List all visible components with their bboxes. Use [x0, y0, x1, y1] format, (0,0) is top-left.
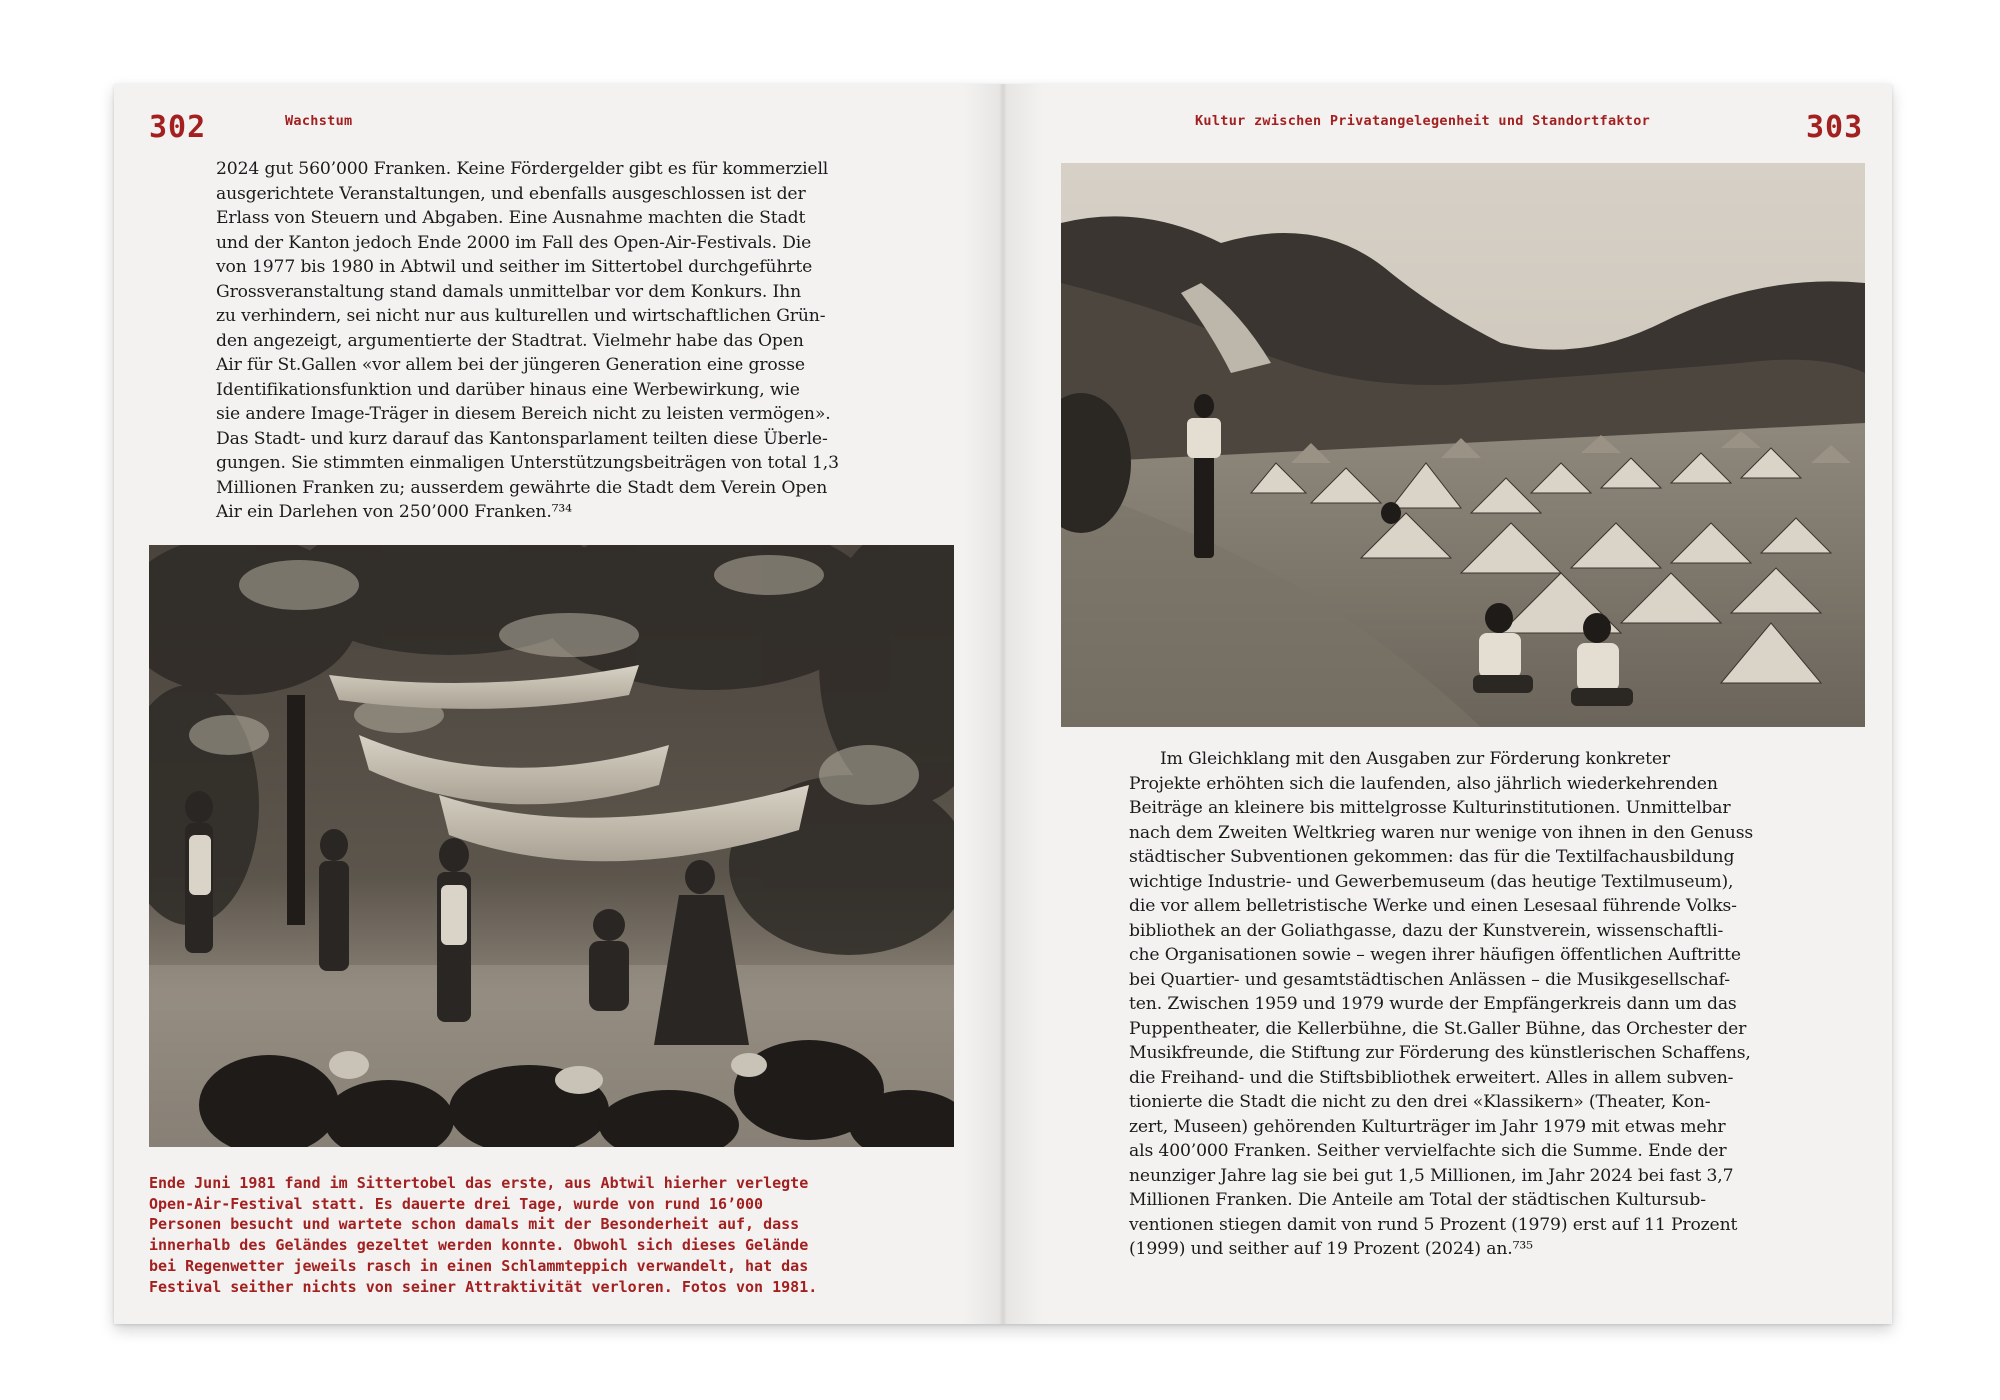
left-body-line: Identifikationsfunktion und darüber hinaus eine Werbewirkung, wie: [216, 379, 800, 400]
left-body-line: Air für St.Gallen «vor allem bei der jüngeren Generation eine grosse: [216, 355, 805, 375]
right-body-line: die vor allem belletristische Werke und einen Lesesaal führende Volks-: [1129, 896, 1737, 916]
right-body-line: als 400’000 Franken. Seither vervielfachte sich die Summe. Ende der: [1129, 1141, 1727, 1161]
tent-camp-photo: [1061, 163, 1865, 727]
left-body-line: sie andere Image-Träger in diesem Bereich nicht zu leisten vermögen».: [216, 404, 831, 424]
festival-crowd-photo: [149, 545, 954, 1147]
left-body-line: 2024 gut 560’000 Franken. Keine Fördergelder gibt es für kommerziell: [216, 159, 829, 179]
left-body-line: zu verhindern, sei nicht nur aus kulturellen und wirtschaftlichen Grün-: [216, 306, 826, 326]
right-body-line: städtischer Subventionen gekommen: das für die Textilfachausbildung: [1129, 847, 1735, 867]
left-page-number: 302: [149, 110, 207, 145]
caption-line: Personen besucht und wartete schon damals mit der Besonderheit auf, dass: [149, 1215, 800, 1234]
right-body-line: Beiträge an kleinere bis mittelgrosse Kulturinstitutionen. Unmittelbar: [1129, 798, 1731, 818]
left-body-line: gungen. Sie stimmten einmaligen Unterstützungsbeiträgen von total 1,3: [216, 453, 839, 473]
right-body-line: nach dem Zweiten Weltkrieg waren nur wenige von ihnen in den Genuss: [1129, 822, 1754, 843]
right-body-text: [1129, 747, 1754, 1262]
right-body-line: Projekte erhöhten sich die laufenden, also jährlich wiederkehrenden: [1129, 773, 1718, 794]
right-body-line: neunziger Jahre lag sie bei gut 1,5 Millionen, im Jahr 2024 bei fast 3,7: [1129, 1165, 1734, 1186]
left-body-line: Air ein Darlehen von 250’000 Franken.⁷³⁴: [216, 502, 572, 522]
right-body-line: zert, Museen) gehörenden Kulturträger im Jahr 1979 mit etwas mehr: [1129, 1116, 1726, 1137]
left-body-line: und der Kanton jedoch Ende 2000 im Fall des Open-Air-Festivals. Die: [216, 232, 812, 253]
right-running-head: Kultur zwischen Privatangelegenheit und Standortfaktor: [1195, 113, 1651, 129]
caption-line: Open-Air-Festival statt. Es dauerte drei Tage, wurde von rund 16’000: [149, 1194, 764, 1213]
left-body-line: Erlass von Steuern und Abgaben. Eine Ausnahme machten die Stadt: [216, 208, 806, 228]
right-body-line: ten. Zwischen 1959 und 1979 wurde der Empfängerkreis dann um das: [1129, 994, 1737, 1014]
left-body-line: ausgerichtete Veranstaltungen, und ebenfalls ausgeschlossen ist der: [216, 183, 806, 204]
caption-line: bei Regenwetter jeweils rasch in einen Schlammteppich verwandelt, hat das: [149, 1256, 809, 1275]
left-body-line: Das Stadt- und kurz darauf das Kantonsparlament teilten diese Überle-: [216, 428, 828, 449]
right-body-line: Im Gleichklang mit den Ausgaben zur Förderung konkreter: [1160, 749, 1670, 769]
right-page-number: 303: [1806, 110, 1864, 145]
right-body-line: bei Quartier- und gesamtstädtischen Anlässen – die Musikgesellschaf-: [1129, 969, 1730, 990]
photo-caption: [149, 1173, 817, 1297]
left-body-line: von 1977 bis 1980 in Abtwil und seither im Sittertobel durchgeführte: [216, 257, 813, 277]
caption-line: innerhalb des Geländes gezeltet werden konnte. Obwohl sich dieses Gelände: [149, 1236, 809, 1255]
left-body-line: Grossveranstaltung stand damals unmittelbar vor dem Konkurs. Ihn: [216, 281, 802, 302]
right-body-line: bibliothek an der Goliathgasse, dazu der Kunstverein, wissenschaftli-: [1129, 920, 1724, 941]
right-body-line: die Freihand- und die Stiftsbibliothek erweitert. Alles in allem subven-: [1129, 1067, 1734, 1088]
left-body-line: den angezeigt, argumentierte der Stadtrat. Vielmehr habe das Open: [216, 330, 804, 351]
right-body-line: Puppentheater, die Kellerbühne, die St.Galler Bühne, das Orchester der: [1129, 1018, 1747, 1039]
right-body-line: Musikfreunde, die Stiftung zur Förderung des künstlerischen Schaffens,: [1129, 1043, 1751, 1063]
right-body-line: wichtige Industrie- und Gewerbemuseum (das heutige Textilmuseum),: [1129, 871, 1734, 892]
right-body-line: ventionen stiegen damit von rund 5 Prozent (1979) erst auf 11 Prozent: [1129, 1214, 1738, 1235]
left-body-line: Millionen Franken zu; ausserdem gewährte die Stadt dem Verein Open: [216, 477, 828, 498]
right-body-line: tionierte die Stadt die nicht zu den drei «Klassikern» (Theater, Kon-: [1129, 1092, 1711, 1112]
right-body-line: che Organisationen sowie – wegen ihrer häufigen öffentlichen Auftritte: [1129, 945, 1741, 965]
left-running-head: Wachstum: [285, 113, 353, 129]
right-body-line: Millionen Franken. Die Anteile am Total der städtischen Kultursub-: [1129, 1190, 1706, 1210]
caption-line: Festival seither nichts von seiner Attraktivität verloren. Fotos von 1981.: [149, 1277, 818, 1296]
caption-line: Ende Juni 1981 fand im Sittertobel das erste, aus Abtwil hierher verlegte: [149, 1174, 809, 1192]
left-body-text: [216, 157, 839, 525]
right-body-line: (1999) und seither auf 19 Prozent (2024) an.⁷³⁵: [1129, 1239, 1533, 1259]
